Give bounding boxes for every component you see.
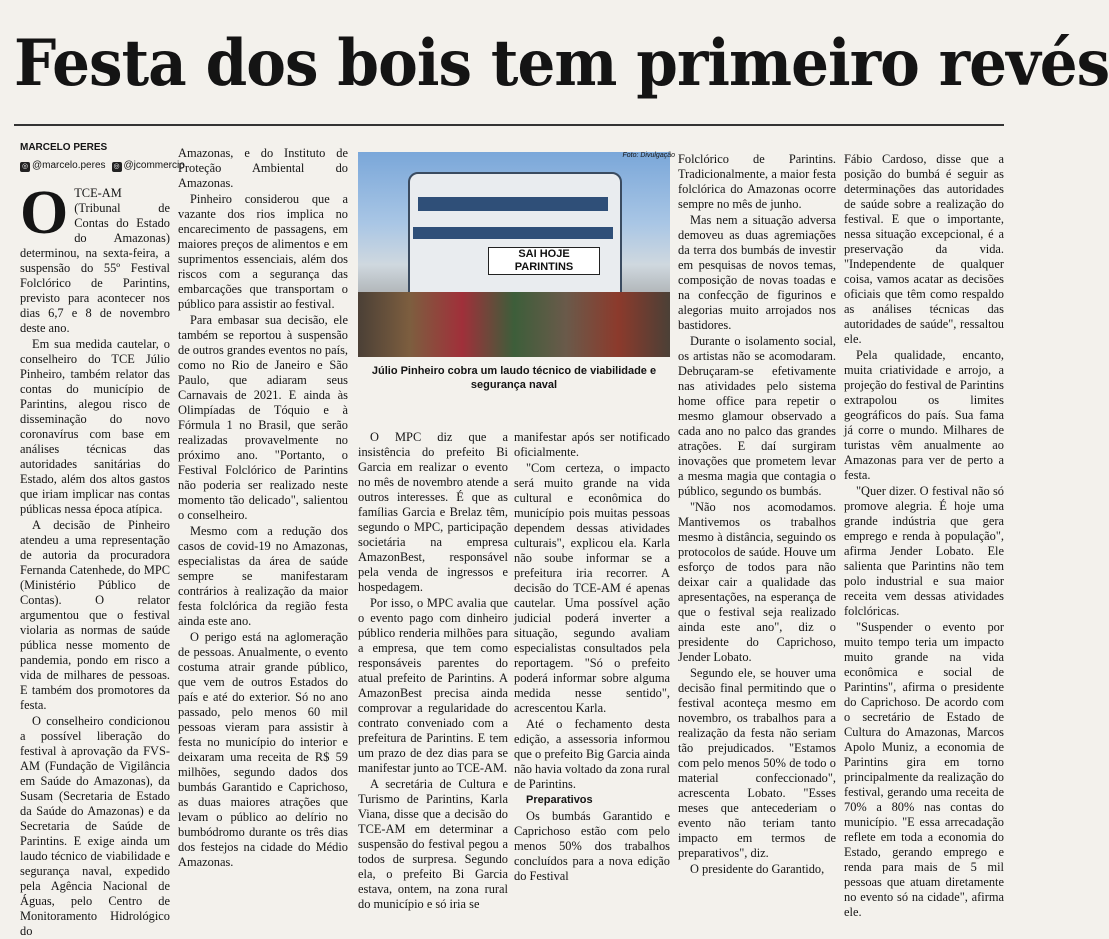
paragraph: OTCE-AM (Tribunal de Contas do Estado do Amazonas) determinou, na sexta-feira, a suspensão do 55º Festival Folclórico de Parintins, previsto para acontecer nos dias 6,7 e 8 de novembro deste ano. bbox=[20, 179, 170, 335]
paragraph: manifestar após ser notificado oficialmente. bbox=[514, 430, 670, 459]
paragraph: Mesmo com a redução dos casos de covid-19 no Amazonas, especialistas da área de saúde sempre se manifestaram contrários à realização da maior festa folclórica da região festa ainda este ano. bbox=[178, 524, 348, 628]
headline: Festa dos bois tem primeiro revés bbox=[14, 26, 1109, 101]
paragraph: "Com certeza, o impacto será muito grande na vida cultural e econômica do município pois muitas pessoas dependem dessas atividades culturais", explicou ela. Karla não soube informar se a prefeitura iria recorrer. A decisão do TCE-AM é apenas cautelar. Uma possível ação judicial poderá inverter a situação, segundo avaliam especialistas consultados pela reportagem. "Só o prefeito poderá informar sobre alguma medida nesse sentido", acrescentou Karla. bbox=[514, 461, 670, 715]
paragraph: Por isso, o MPC avalia que o evento pago com dinheiro público renderia milhões para a empresa, que tem como responsáveis parentes do atual prefeito de Parintins. A AmazonBest precisa ainda comprovar a regularidade do contrato conveniado com a prefeitura de Parintins. E tem um prazo de dez dias para se manifestar junto ao TCE-AM. bbox=[358, 596, 508, 775]
paragraph: Fábio Cardoso, disse que a posição do bumbá é seguir as determinações das autoridades de saúde sobre a realização do festival. E que o importante, nessa situação excepcional, é a preservação da vida. "Independente de qualquer coisa, vamos acatar as decisões oficiais que têm como respaldo as análises técnicas das autoridades de saúde", ressaltou ele. bbox=[844, 152, 1004, 346]
headline-rule bbox=[14, 124, 1004, 126]
paragraph: O presidente do Garantido, bbox=[690, 862, 825, 876]
byline-social bbox=[20, 160, 185, 172]
paragraph: Para embasar sua decisão, ele também se reportou à suspensão de outros grandes eventos no país, como no Rio de Janeiro e São Paulo, que adiaram seus Carnavais de 2021. E ainda às Olimpíadas de Tóquio e à Fórmula 1 no Brasil, que serão realizadas provavelmente no próximo ano. "Portanto, o Festival Folclórico de Parintins não poderia ser realizado neste momento tão delicado", salientou o conselheiro. bbox=[178, 313, 348, 522]
crowd-shape bbox=[358, 292, 670, 357]
paragraph: Amazonas, e do Instituto de Proteção Ambiental do Amazonas. bbox=[178, 146, 348, 190]
instagram-icon: ◎ bbox=[113, 163, 120, 170]
boat-deck bbox=[418, 197, 608, 211]
paragraph: Durante o isolamento social, os artistas não se acomodaram. Debruçaram-se efetivamente nas atividades pelo sistema home office para repetir o mesmo glamour observado a cada ano no palco das grandes atrações. E daí surgiram inovações que prometem levar a mesma magia que contagia o público, segundo os bumbás. bbox=[678, 334, 836, 498]
paragraph: Até o fechamento desta edição, a assessoria informou que o prefeito Big Garcia ainda não havia voltado da zona rural de Parintins. bbox=[514, 717, 670, 791]
paragraph: "Suspender o evento por muito tempo teria um impacto muito grande na vida econômica e social de Parintins", afirma o presidente do Caprichoso. De acordo com o secretário de Estado de Cultura do Amazonas, Marcos Apolo Muniz, a economia de Parintins gira em torno principalmente da realização do festival, gerando uma receita de 70% a 80% nas contas do município. "E essa arrecadação reflete em toda a economia do Estado, gerando emprego e renda para mais de 5 mil pessoas que atuam diretamente no evento só na cidade", afirma ele. bbox=[844, 620, 1004, 919]
paragraph: Folclórico de Parintins. Tradicionalmente, a maior festa folclórica do Amazonas ocorre sempre no mês de junho. bbox=[678, 152, 836, 211]
boat-deck bbox=[413, 227, 613, 239]
paragraph: Segundo ele, se houver uma decisão final permitindo que o festival aconteça mesmo em novembro, os trabalhos para a realização da festa não seriam tão prejudicados. "Estamos com pelo menos 50% de todo o material confeccionado", acrescenta Lobato. "Esses meses que antecederiam o evento não teriam tanto impacto em termos de preparativos", diz. bbox=[678, 666, 836, 860]
paragraph: A decisão de Pinheiro atendeu a uma representação de autoria da procuradora Fernanda Catenhede, do MPC (Ministério Público de Contas). O relator argumentou que o festival violaria as normas de saúde pública nesse momento de pandemia, pondo em risco a vida de milhares de pessoas. E também dos promotores da festa. bbox=[20, 518, 170, 712]
paragraph: Os bumbás Garantido e Caprichoso estão com pelo menos 50% dos trabalhos concluídos para a nova edição do Festival bbox=[514, 809, 670, 883]
section-heading: Preparativos bbox=[526, 794, 593, 806]
article-column-2 bbox=[178, 146, 348, 869]
social-handle-2 bbox=[112, 160, 185, 172]
article-column-1 bbox=[20, 179, 170, 938]
social-handle-1 bbox=[20, 160, 106, 172]
paragraph: "Quer dizer. O festival não só promove alegria. É hoje uma grande indústria que gera emprego e renda à população", afirma Jender Lobato. Ele salienta que Parintins não tem polo industrial e sua maior receita vem dessas atividades folclóricas. bbox=[844, 484, 1004, 618]
photo-caption: Júlio Pinheiro cobra um laudo técnico de viabilidade e segurança naval bbox=[371, 365, 657, 391]
paragraph: "Não nos acomodamos. Mantivemos os trabalhos mesmo à distância, seguindo os protocolos de saúde. Houve um esforço de todos para não deixar cair a qualidade das apresentações, na esperança de que o festival seja realizado ainda este ano", diz o presidente do Caprichoso, Jender Lobato. bbox=[678, 500, 836, 664]
byline-author: MARCELO PERES bbox=[20, 142, 108, 153]
article-photo bbox=[358, 152, 670, 357]
article-column-3 bbox=[358, 430, 508, 911]
paragraph: A secretária de Cultura e Turismo de Parintins, Karla Viana, disse que a decisão do TCE-AM em determinar a suspensão do festival pegou a todos de surpresa. Segundo ela, o prefeito Bi Garcia estava, ontem, na zona rural do município e só iria se bbox=[358, 777, 508, 911]
paragraph: Pela qualidade, encanto, muita criatividade e arrojo, a projeção do festival de Parintins extrapolou os limites geográficos do país. Sua fama já corre o mundo. Milhares de turistas vêm anualmente ao Amazonas para ver de perto a festa. bbox=[844, 348, 1004, 482]
paragraph: Pinheiro considerou que a vazante dos rios implica no encarecimento de passagens, em maiores preços de alimentos e em suprimentos essenciais, além dos riscos com a segurança das embarcações que transportam o público para assistir ao festival. bbox=[178, 192, 348, 311]
instagram-icon: ◎ bbox=[21, 163, 29, 170]
paragraph: O conselheiro condicionou a possível liberação do festival à aprovação da FVS-AM (Fundação de Vigilância em Saúde do Amazonas), da Susam (Secretaria de Estado da Saúde do Amazonas) e da Secretaria de Saúde de Parintins. E exige ainda um laudo técnico de viabilidade e segurança naval, expedido pela Agência Nacional de Águas, pelo Centro de Monitoramento Hidrológico do bbox=[20, 714, 170, 938]
paragraph: Em sua medida cautelar, o conselheiro do TCE Júlio Pinheiro, também relator das contas do município de Parintins, alegou risco de disseminação do novo coronavírus com base em análises técnicas das autoridades sanitárias do Estado, além dos altos gastos que iriam implicar nas contas públicas nessa época atípica. bbox=[20, 337, 170, 516]
article-column-4 bbox=[514, 430, 670, 883]
article-column-6 bbox=[844, 152, 1004, 919]
photo-credit: Foto: Divulgação bbox=[622, 152, 675, 159]
handle-text-1: @marcelo.peres bbox=[32, 160, 106, 171]
boat-sign: SAI HOJE PARINTINS bbox=[488, 247, 600, 275]
handle-text-2: @jcommercio bbox=[123, 160, 185, 171]
dropcap: O bbox=[20, 179, 69, 247]
paragraph: Mas nem a situação adversa demoveu as duas agremiações da terra dos bumbás de investir em pesquisas de novos temas, composição de novas toadas e na confecção de figurinos e alegorias muito arrojados nos bastidores. bbox=[678, 213, 836, 332]
article-column-5 bbox=[678, 152, 836, 876]
paragraph: O MPC diz que a insistência do prefeito Bi Garcia em realizar o evento no mês de novembro atende a outros interesses. É que as famílias Garcia e Brelaz têm, segundo o MPC, participação societária na empresa AmazonBest, responsável pela venda de ingressos e hospedagem. bbox=[358, 430, 508, 594]
paragraph: O perigo está na aglomeração de pessoas. Anualmente, o evento costuma atrair grande público, que vem de outros Estados do país e até do exterior. Só no ano passado, pelo menos 60 mil pessoas vieram para assistir à festa no município do interior e deixaram uma receita de R$ 59 milhões, segundo dados dos bumbás Garantido e Caprichoso, as duas maiores atrações que levam o público ao delírio no bumbódromo durante os três dias dos festejos na cidade do Médio Amazonas. bbox=[178, 630, 348, 869]
